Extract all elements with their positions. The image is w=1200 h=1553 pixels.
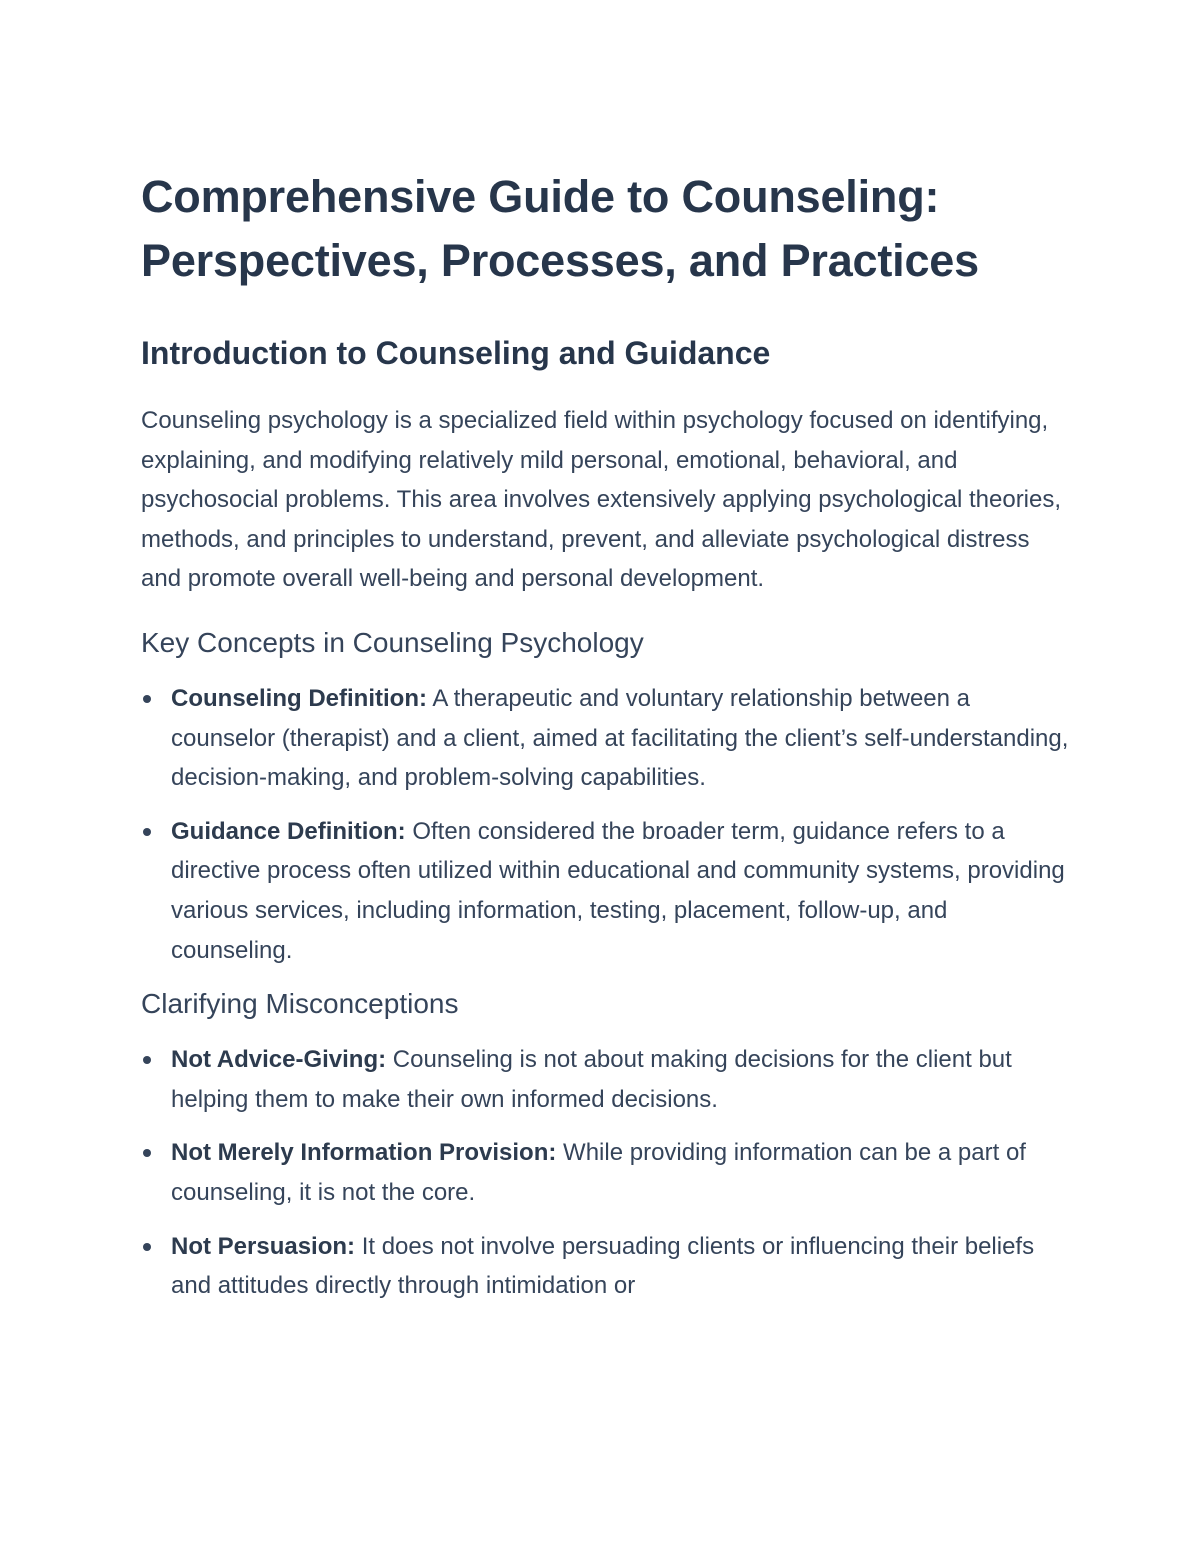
list-item-term: Not Advice-Giving:	[171, 1046, 387, 1074]
list-item	[141, 679, 1071, 798]
key-concepts-heading: Key Concepts in Counseling Psychology	[141, 626, 644, 658]
list-item-text: Counseling is not about making decisions for the client but helping them to make their own informed decisions.	[171, 1046, 1012, 1113]
misconceptions-heading: Clarifying Misconceptions	[141, 988, 459, 1020]
bullet-icon	[143, 828, 151, 836]
list-item-term: Not Persuasion:	[171, 1232, 356, 1260]
list-item	[141, 1040, 1071, 1119]
list-item-text: A therapeutic and voluntary relationship between a counselor (therapist) and a client, aimed at facilitating the client’s self-understanding, decision-making, and problem-solving capabilities.	[171, 684, 1069, 792]
list-item-text: Often considered the broader term, guidance refers to a directive process often utilized within educational and community systems, providing various services, including information, testing, placement, follow-up, and counseling.	[171, 817, 1065, 964]
bullet-icon	[143, 1243, 151, 1251]
list-item-text: It does not involve persuading clients or influencing their beliefs and attitudes directly through intimidation or	[171, 1232, 1035, 1300]
document-title	[141, 165, 1071, 293]
key-concepts-list	[141, 679, 1071, 970]
document-page	[141, 165, 1071, 1320]
title-line-2: Perspectives, Processes, and Practices	[141, 235, 979, 286]
intro-paragraph: Counseling psychology is a specialized field within psychology focused on identifying, explaining, and modifying relatively mild personal, emotional, behavioral, and psychosocial problems. This area involves extensively applying psychological theories, methods, and principles to understand, prevent, and alleviate psychological distress and promote overall well-being and personal development.	[141, 407, 1062, 593]
misconceptions-list	[141, 1040, 1071, 1306]
title-line-1: Comprehensive Guide to Counseling:	[141, 171, 940, 222]
list-item	[141, 1227, 1071, 1306]
bullet-icon	[143, 1056, 151, 1064]
list-item-text: While providing information can be a part of counseling, it is not the core.	[171, 1139, 1026, 1206]
bullet-icon	[143, 1149, 151, 1157]
list-item-term: Not Merely Information Provision:	[171, 1139, 557, 1167]
bullet-icon	[143, 695, 151, 703]
list-item	[141, 812, 1071, 970]
list-item-term: Counseling Definition:	[171, 684, 427, 712]
list-item	[141, 1133, 1071, 1212]
section-heading: Introduction to Counseling and Guidance	[141, 335, 771, 371]
list-item-term: Guidance Definition:	[171, 817, 406, 845]
